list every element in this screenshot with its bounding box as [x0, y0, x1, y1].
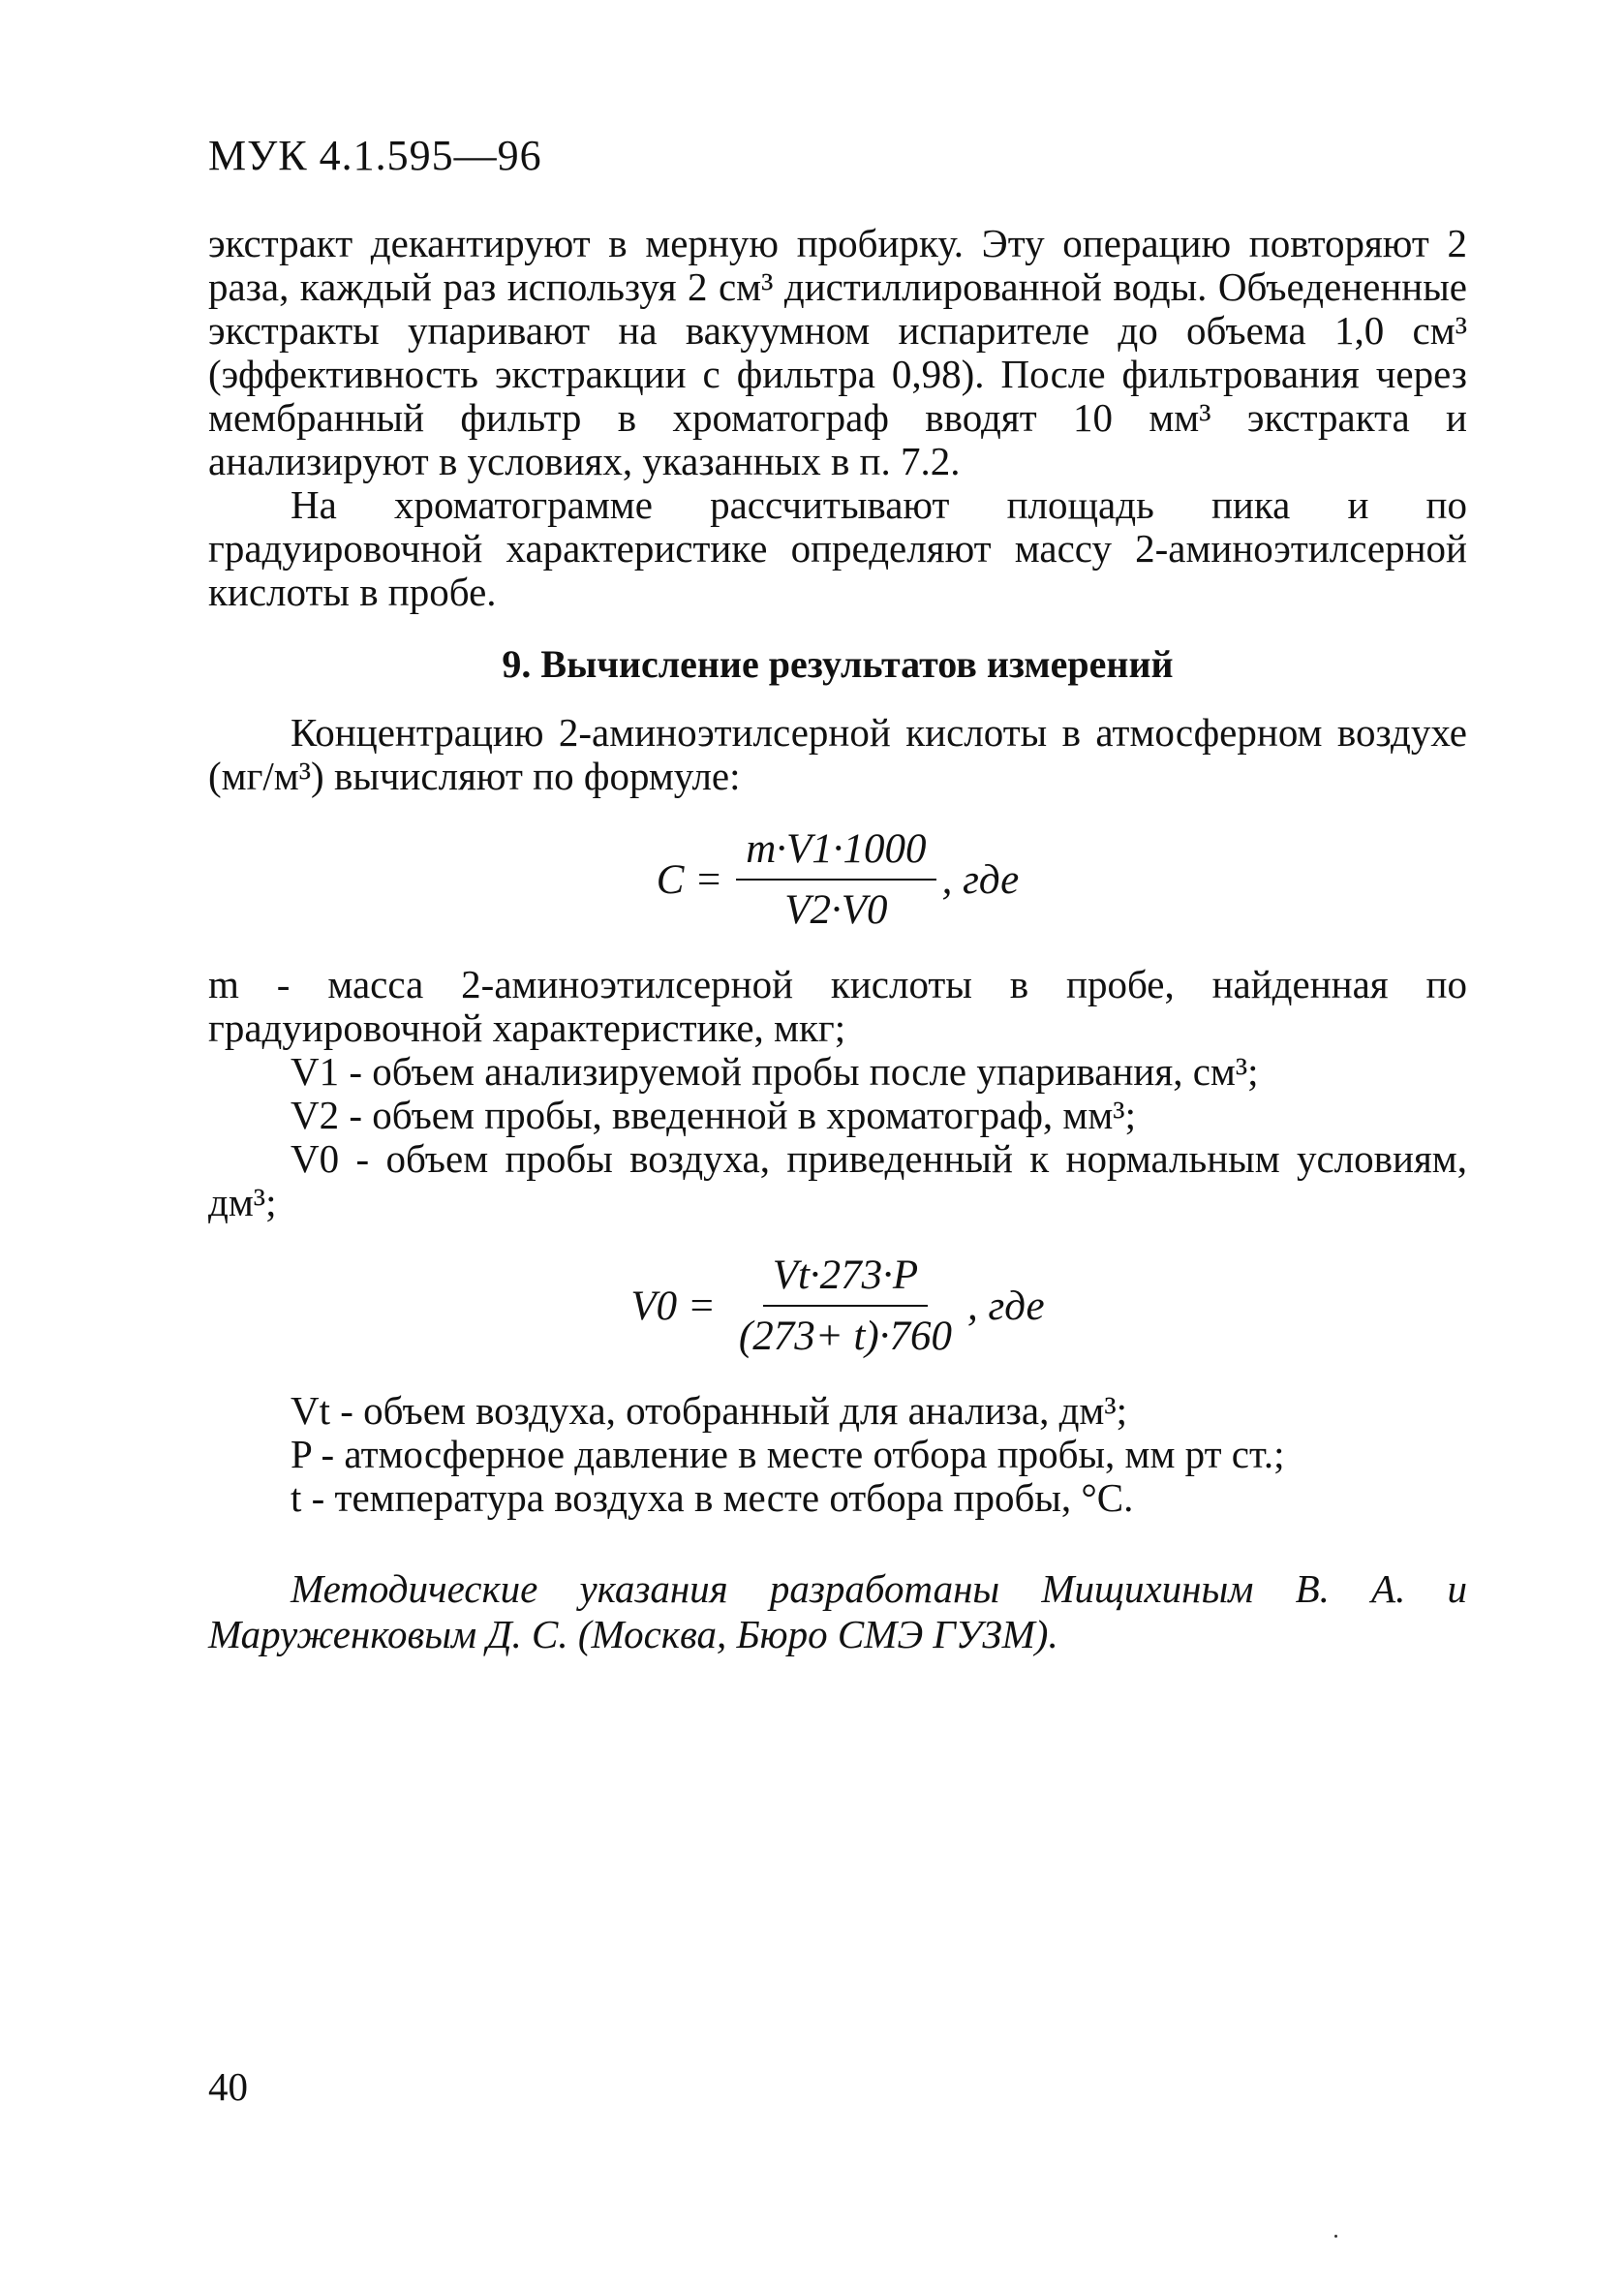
formula-definitions: [208, 963, 1467, 1224]
paragraph-extraction: экстракт декантируют в мерную пробирку. Эту операцию повторяют 2 раза, каждый раз используя 2 см³ дистиллированной воды. Объедененные экстракты упаривают на вакуумном испарителе до объема 1,0 см³ (эффективность экстракции с фильтра 0,98). После фильтрования через мембранный фильтр в хроматограф вводят 10 мм³ экстракта и анализируют в условиях, указанных в п. 7.2.: [208, 221, 1467, 483]
authors-credit: Методические указания разработаны Мищихиным В. А. и Маруженковым Д. С. (Москва, Бюро СМЭ ГУЗМ).: [208, 1566, 1467, 1656]
concentration-formula: [208, 825, 1467, 934]
formula-numerator: m·V1·1000: [736, 825, 935, 881]
formula-denominator: V2·V0: [784, 887, 888, 933]
definition-t: t - температура воздуха в месте отбора пробы, °С.: [291, 1475, 1134, 1520]
definition-v0: V0 - объем пробы воздуха, приведенный к нормальным условиям, дм³;: [208, 1136, 1467, 1224]
definition-v1: V1 - объем анализируемой пробы после упаривания, см³;: [291, 1049, 1259, 1094]
formula-fraction: [729, 1252, 962, 1360]
formula-suffix: , где: [941, 856, 1020, 903]
definition-vt: Vt - объем воздуха, отобранный для анализа, дм³;: [291, 1388, 1128, 1433]
paragraph-chromatogram: На хроматограмме рассчитывают площадь пика и по градуировочной характеристике определяют массу 2-аминоэтилсерной кислоты в пробе.: [208, 482, 1467, 614]
formula-lhs: C =: [656, 856, 723, 903]
section-title: 9. Вычисление результатов измерений: [502, 642, 1174, 686]
scan-speck: [1334, 2235, 1337, 2238]
section-intro: Концентрацию 2-аминоэтилсерной кислоты в атмосферном воздухе (мг/м³) вычисляют по формуле:: [208, 710, 1467, 798]
definition-m: m - масса 2-аминоэтилсерной кислоты в пробе, найденная по градуировочной характеристике, мкг;: [208, 962, 1467, 1050]
page-number: 40: [208, 2064, 248, 2109]
definition-p: P - атмосферное давление в месте отбора пробы, мм рт ст.;: [291, 1432, 1285, 1476]
formula-lhs: V0 =: [630, 1283, 716, 1329]
volume-definitions: [208, 1389, 1467, 1520]
formula-fraction: [736, 825, 935, 934]
document-page: [208, 131, 1467, 1657]
document-code-header: МУК 4.1.595—96: [208, 132, 542, 179]
formula-suffix: , где: [967, 1283, 1045, 1329]
formula-denominator: (273+ t)·760: [738, 1314, 952, 1359]
formula-numerator: Vt·273·P: [763, 1252, 928, 1307]
definition-v2: V2 - объем пробы, введенной в хроматограф, мм³;: [291, 1093, 1136, 1137]
volume-formula: [208, 1252, 1467, 1360]
